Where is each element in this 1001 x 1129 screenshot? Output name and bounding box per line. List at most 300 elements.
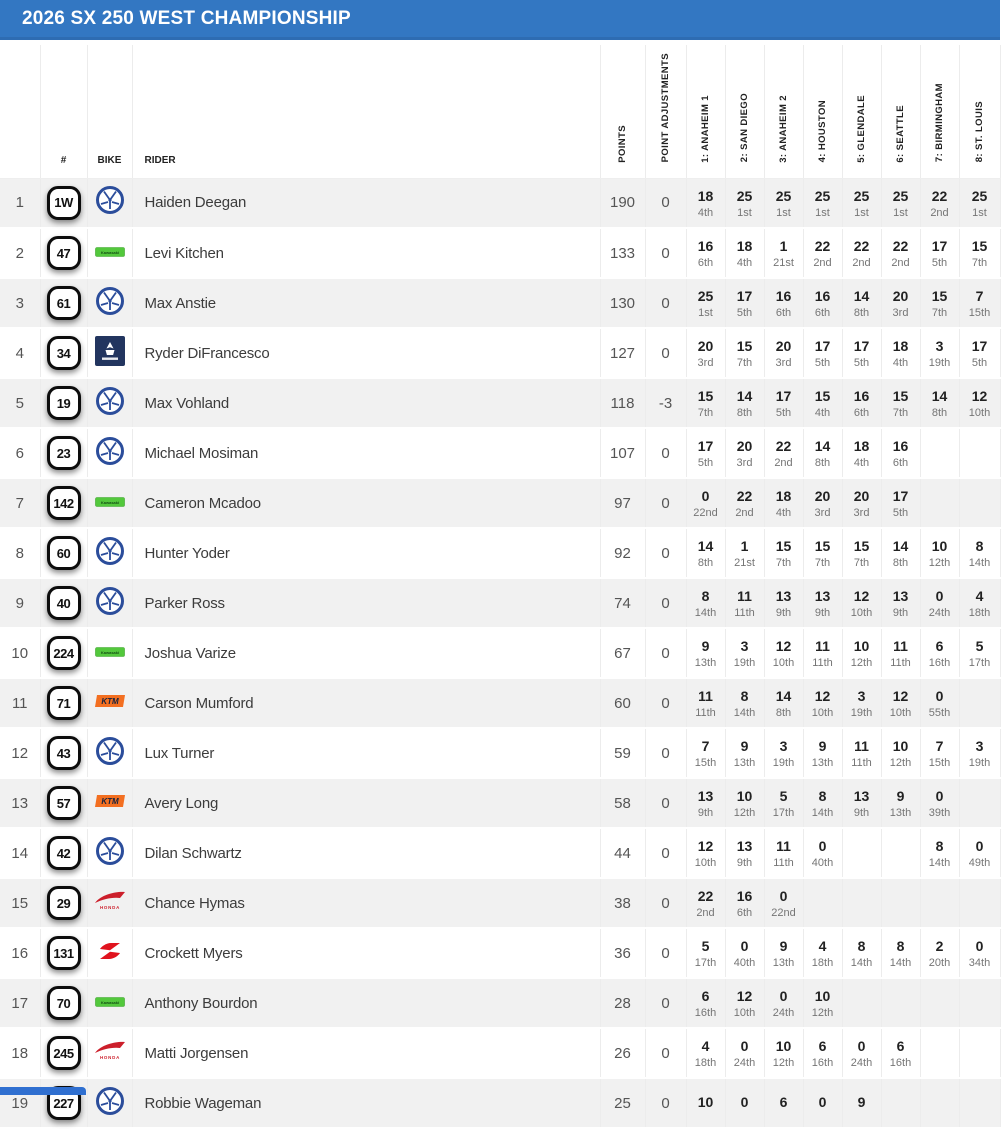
number-plate: 71 [47,686,81,720]
points-cell: 74 [600,578,645,628]
round-result-cell: 5 17th [764,778,803,828]
round-result-cell: 6 16th [920,628,959,678]
rank-cell: 18 [0,1028,40,1078]
bike-cell [87,428,132,478]
round-result-cell: 12 10th [764,628,803,678]
round-result-cell: 5 17th [959,628,1000,678]
svg-text:KTM: KTM [100,697,119,707]
round-result-cell: 20 3rd [686,328,725,378]
round-result-cell: 0 40th [725,928,764,978]
round-result-cell: 15 7th [959,228,1000,278]
adjustments-cell: 0 [645,478,686,528]
yamaha-logo-icon [95,286,125,316]
round-result-cell: 0 [803,1078,842,1128]
round-result-cell: 14 8th [881,528,920,578]
number-plate: 43 [47,736,81,770]
kawasaki-logo-icon [95,647,125,657]
round-result-cell: 17 5th [764,378,803,428]
round-result-cell [959,428,1000,478]
round-result-cell: 0 24th [842,1028,881,1078]
col-header-round-8-st-louis: 8: ST. LOUIS [959,45,1000,178]
yamaha-logo-icon [95,536,125,566]
round-result-cell: 10 12th [881,728,920,778]
rank-cell: 13 [0,778,40,828]
col-header-number: # [40,45,87,178]
number-plate: 47 [47,236,81,270]
col-header-rank [0,45,40,178]
yamaha-logo-icon [95,436,125,466]
adjustments-cell: 0 [645,1078,686,1128]
round-result-cell: 12 10th [959,378,1000,428]
round-result-cell: 17 5th [842,328,881,378]
round-result-cell: 4 18th [803,928,842,978]
round-result-cell: 0 55th [920,678,959,728]
points-cell: 58 [600,778,645,828]
number-plate-cell [40,778,87,828]
adjustments-cell: 0 [645,878,686,928]
bike-cell [87,528,132,578]
rider-name: Cameron Mcadoo [132,478,600,528]
rider-name: Matti Jorgensen [132,1028,600,1078]
rider-name: Max Anstie [132,278,600,328]
number-plate-cell [40,878,87,928]
round-result-cell: 10 12th [842,628,881,678]
number-plate-cell [40,528,87,578]
bike-cell [87,728,132,778]
round-result-cell: 18 4th [686,178,725,228]
round-result-cell: 13 9th [881,578,920,628]
rank-cell: 16 [0,928,40,978]
points-cell: 92 [600,528,645,578]
round-result-cell: 20 3rd [764,328,803,378]
col-header-round-2-san-diego: 2: SAN DIEGO [725,45,764,178]
points-cell: 190 [600,178,645,228]
round-result-cell: 7 15th [686,728,725,778]
round-result-cell [959,1078,1000,1128]
number-plate-cell [40,278,87,328]
round-result-cell: 8 14th [725,678,764,728]
number-plate: 245 [47,1036,81,1070]
round-result-cell [881,1078,920,1128]
ktm-logo-icon [95,795,125,807]
honda-logo-icon [94,1040,126,1061]
round-result-cell: 12 10th [842,578,881,628]
round-result-cell: 25 1st [959,178,1000,228]
round-result-cell: 5 17th [686,928,725,978]
number-plate-cell [40,1078,87,1128]
rank-cell: 2 [0,228,40,278]
suzuki-logo-icon [97,941,123,961]
page-title: 2026 SX 250 WEST CHAMPIONSHIP [22,7,351,29]
round-result-cell: 11 11th [764,828,803,878]
number-plate-cell [40,428,87,478]
col-header-points: POINTS [600,45,645,178]
number-plate-cell [40,828,87,878]
round-result-cell: 17 5th [803,328,842,378]
bike-cell [87,778,132,828]
rank-cell: 4 [0,328,40,378]
svg-text:Kawasaki: Kawasaki [100,999,119,1005]
round-result-cell: 22 2nd [920,178,959,228]
round-result-cell: 25 1st [803,178,842,228]
round-result-cell: 6 [764,1078,803,1128]
adjustments-cell: 0 [645,828,686,878]
round-result-cell: 0 49th [959,828,1000,878]
bike-cell [87,878,132,928]
round-result-cell: 8 14th [842,928,881,978]
round-result-cell [920,1078,959,1128]
standings-table [0,45,1001,1129]
round-result-cell: 9 13th [881,778,920,828]
svg-text:HONDA: HONDA [99,905,120,910]
round-result-cell: 20 3rd [803,478,842,528]
round-result-cell: 22 2nd [881,228,920,278]
number-plate-cell [40,328,87,378]
round-result-cell: 4 18th [959,578,1000,628]
round-result-cell: 9 13th [764,928,803,978]
rider-name: Michael Mosiman [132,428,600,478]
round-result-cell: 13 9th [764,578,803,628]
rider-name: Dilan Schwartz [132,828,600,878]
number-plate: 40 [47,586,81,620]
number-plate-cell [40,478,87,528]
round-result-cell: 15 7th [803,528,842,578]
number-plate: 227 [47,1086,81,1120]
number-plate: 19 [47,386,81,420]
round-result-cell: 10 12th [764,1028,803,1078]
table-row [0,228,1000,278]
round-result-cell: 3 19th [725,628,764,678]
round-result-cell: 10 12th [803,978,842,1028]
svg-text:Kawasaki: Kawasaki [100,499,119,505]
round-result-cell: 6 16th [686,978,725,1028]
col-header-round-5-glendale: 5: GLENDALE [842,45,881,178]
rider-name: Carson Mumford [132,678,600,728]
round-result-cell: 11 11th [725,578,764,628]
round-result-cell: 6 16th [881,1028,920,1078]
round-result-cell: 4 18th [686,1028,725,1078]
bike-cell [87,178,132,228]
round-result-cell [959,778,1000,828]
round-result-cell: 11 11th [842,728,881,778]
number-plate-cell [40,1028,87,1078]
col-header-round-3-anaheim-2: 3: ANAHEIM 2 [764,45,803,178]
adjustments-cell: 0 [645,528,686,578]
col-header-round-7-birmingham: 7: BIRMINGHAM [920,45,959,178]
round-result-cell: 0 24th [764,978,803,1028]
svg-text:KTM: KTM [100,797,119,807]
points-cell: 97 [600,478,645,528]
round-result-cell: 18 4th [842,428,881,478]
kawasaki-logo-icon [95,247,125,257]
round-result-cell: 13 9th [725,828,764,878]
adjustments-cell: -3 [645,378,686,428]
points-cell: 133 [600,228,645,278]
round-result-cell: 8 14th [920,828,959,878]
round-result-cell: 16 6th [686,228,725,278]
round-result-cell: 0 34th [959,928,1000,978]
round-result-cell: 9 13th [803,728,842,778]
rider-name: Ryder DiFrancesco [132,328,600,378]
round-result-cell: 14 8th [920,378,959,428]
round-result-cell: 18 4th [764,478,803,528]
rider-name: Chance Hymas [132,878,600,928]
round-result-cell: 22 2nd [764,428,803,478]
round-result-cell: 0 22nd [686,478,725,528]
round-result-cell: 9 [842,1078,881,1128]
kawasaki-logo-icon [95,997,125,1007]
bike-cell [87,328,132,378]
round-result-cell: 7 15th [959,278,1000,328]
points-cell: 59 [600,728,645,778]
round-result-cell: 17 5th [959,328,1000,378]
round-result-cell: 14 8th [803,428,842,478]
number-plate-cell [40,378,87,428]
yamaha-logo-icon [95,736,125,766]
round-result-cell: 3 19th [842,678,881,728]
round-result-cell [920,428,959,478]
round-result-cell: 20 3rd [881,278,920,328]
round-result-cell: 15 7th [842,528,881,578]
table-row [0,428,1000,478]
rank-cell: 3 [0,278,40,328]
round-result-cell: 15 7th [881,378,920,428]
round-result-cell: 17 5th [686,428,725,478]
round-result-cell: 17 5th [725,278,764,328]
number-plate: 34 [47,336,81,370]
round-result-cell: 16 6th [881,428,920,478]
adjustments-cell: 0 [645,278,686,328]
table-row [0,478,1000,528]
round-result-cell: 18 4th [881,328,920,378]
table-row [0,828,1000,878]
round-result-cell: 8 14th [803,778,842,828]
round-result-cell: 12 10th [803,678,842,728]
table-row [0,778,1000,828]
round-result-cell [842,878,881,928]
points-cell: 36 [600,928,645,978]
rank-cell: 12 [0,728,40,778]
round-result-cell [959,478,1000,528]
round-result-cell: 20 3rd [842,478,881,528]
adjustments-cell: 0 [645,428,686,478]
table-row [0,278,1000,328]
rank-cell: 6 [0,428,40,478]
table-row [0,628,1000,678]
bike-cell [87,1078,132,1128]
rider-name: Joshua Varize [132,628,600,678]
round-result-cell [803,878,842,928]
yamaha-logo-icon [95,386,125,416]
round-result-cell: 1 21st [725,528,764,578]
round-result-cell: 0 24th [725,1028,764,1078]
round-result-cell: 17 5th [920,228,959,278]
round-result-cell: 17 5th [881,478,920,528]
yamaha-logo-icon [95,1086,125,1116]
round-result-cell: 25 1st [842,178,881,228]
adjustments-cell: 0 [645,628,686,678]
adjustments-cell: 0 [645,928,686,978]
round-result-cell: 22 2nd [686,878,725,928]
round-result-cell: 11 11th [686,678,725,728]
ktm-logo-icon [95,695,125,707]
round-result-cell: 6 16th [803,1028,842,1078]
adjustments-cell: 0 [645,1028,686,1078]
yamaha-logo-icon [95,836,125,866]
round-result-cell: 3 19th [920,328,959,378]
table-row [0,1078,1000,1128]
points-cell: 130 [600,278,645,328]
round-result-cell: 2 20th [920,928,959,978]
col-header-round-1-anaheim-1: 1: ANAHEIM 1 [686,45,725,178]
bike-cell [87,978,132,1028]
round-result-cell [959,1028,1000,1078]
rider-name: Lux Turner [132,728,600,778]
yamaha-logo-icon [95,185,125,215]
bike-cell [87,378,132,428]
round-result-cell: 10 12th [920,528,959,578]
round-result-cell: 22 2nd [842,228,881,278]
round-result-cell: 13 9th [842,778,881,828]
table-row [0,528,1000,578]
rider-name: Parker Ross [132,578,600,628]
number-plate: 42 [47,836,81,870]
col-header-point-adjustments: POINT ADJUSTMENTS [645,45,686,178]
round-result-cell: 13 9th [803,578,842,628]
round-result-cell [959,978,1000,1028]
points-cell: 28 [600,978,645,1028]
adjustments-cell: 0 [645,678,686,728]
round-result-cell [842,828,881,878]
rank-cell: 11 [0,678,40,728]
round-result-cell: 15 7th [764,528,803,578]
adjustments-cell: 0 [645,178,686,228]
number-plate: 60 [47,536,81,570]
points-cell: 26 [600,1028,645,1078]
table-row [0,178,1000,228]
round-result-cell: 12 10th [686,828,725,878]
bike-cell [87,1028,132,1078]
honda-logo-icon [94,890,126,911]
round-result-cell: 16 6th [725,878,764,928]
round-result-cell: 12 10th [725,978,764,1028]
header-row [0,45,1000,178]
rider-name: Robbie Wageman [132,1078,600,1128]
adjustments-cell: 0 [645,778,686,828]
round-result-cell: 8 14th [959,528,1000,578]
rank-cell: 15 [0,878,40,928]
round-result-cell: 7 15th [920,728,959,778]
number-plate: 224 [47,636,81,670]
table-row [0,978,1000,1028]
table-row [0,878,1000,928]
round-result-cell [881,878,920,928]
adjustments-cell: 0 [645,228,686,278]
rider-name: Crockett Myers [132,928,600,978]
adjustments-cell: 0 [645,328,686,378]
rank-cell: 5 [0,378,40,428]
bike-cell [87,578,132,628]
round-result-cell: 15 7th [686,378,725,428]
number-plate: 142 [47,486,81,520]
number-plate-cell [40,178,87,228]
adjustments-cell: 0 [645,728,686,778]
round-result-cell [959,878,1000,928]
round-result-cell: 14 8th [686,528,725,578]
round-result-cell: 25 1st [686,278,725,328]
round-result-cell [920,978,959,1028]
round-result-cell: 16 6th [803,278,842,328]
rank-cell: 17 [0,978,40,1028]
round-result-cell: 0 22nd [764,878,803,928]
points-cell: 127 [600,328,645,378]
rider-name: Avery Long [132,778,600,828]
col-header-rider: RIDER [132,45,600,178]
number-plate-cell [40,978,87,1028]
table-row [0,578,1000,628]
round-result-cell [920,478,959,528]
round-result-cell: 22 2nd [725,478,764,528]
rider-name: Haiden Deegan [132,178,600,228]
number-plate-cell [40,228,87,278]
number-plate-cell [40,928,87,978]
bike-cell [87,478,132,528]
number-plate-cell [40,728,87,778]
rider-name: Hunter Yoder [132,528,600,578]
round-result-cell: 14 8th [842,278,881,328]
rider-name: Max Vohland [132,378,600,428]
number-plate: 131 [47,936,81,970]
svg-text:HONDA: HONDA [99,1055,120,1060]
rank-cell: 14 [0,828,40,878]
yamaha-logo-icon [95,586,125,616]
floating-badge[interactable] [0,1087,86,1095]
number-plate-cell [40,678,87,728]
rank-cell: 10 [0,628,40,678]
round-result-cell: 25 1st [881,178,920,228]
points-cell: 44 [600,828,645,878]
points-cell: 38 [600,878,645,928]
round-result-cell [959,678,1000,728]
round-result-cell: 16 6th [842,378,881,428]
round-result-cell: 25 1st [725,178,764,228]
bike-cell [87,278,132,328]
rank-cell: 8 [0,528,40,578]
round-result-cell: 10 [686,1078,725,1128]
number-plate: 1W [47,186,81,220]
col-header-bike: BIKE [87,45,132,178]
round-result-cell: 12 10th [881,678,920,728]
round-result-cell: 14 8th [764,678,803,728]
round-result-cell: 13 9th [686,778,725,828]
number-plate: 29 [47,886,81,920]
round-result-cell: 14 8th [725,378,764,428]
round-result-cell: 0 39th [920,778,959,828]
points-cell: 60 [600,678,645,728]
points-cell: 67 [600,628,645,678]
round-result-cell: 0 40th [803,828,842,878]
bike-cell [87,828,132,878]
col-header-round-6-seattle: 6: SEATTLE [881,45,920,178]
round-result-cell: 3 19th [959,728,1000,778]
round-result-cell: 22 2nd [803,228,842,278]
round-result-cell [920,878,959,928]
points-cell: 107 [600,428,645,478]
table-row [0,928,1000,978]
round-result-cell [881,978,920,1028]
table-row [0,678,1000,728]
round-result-cell: 18 4th [725,228,764,278]
